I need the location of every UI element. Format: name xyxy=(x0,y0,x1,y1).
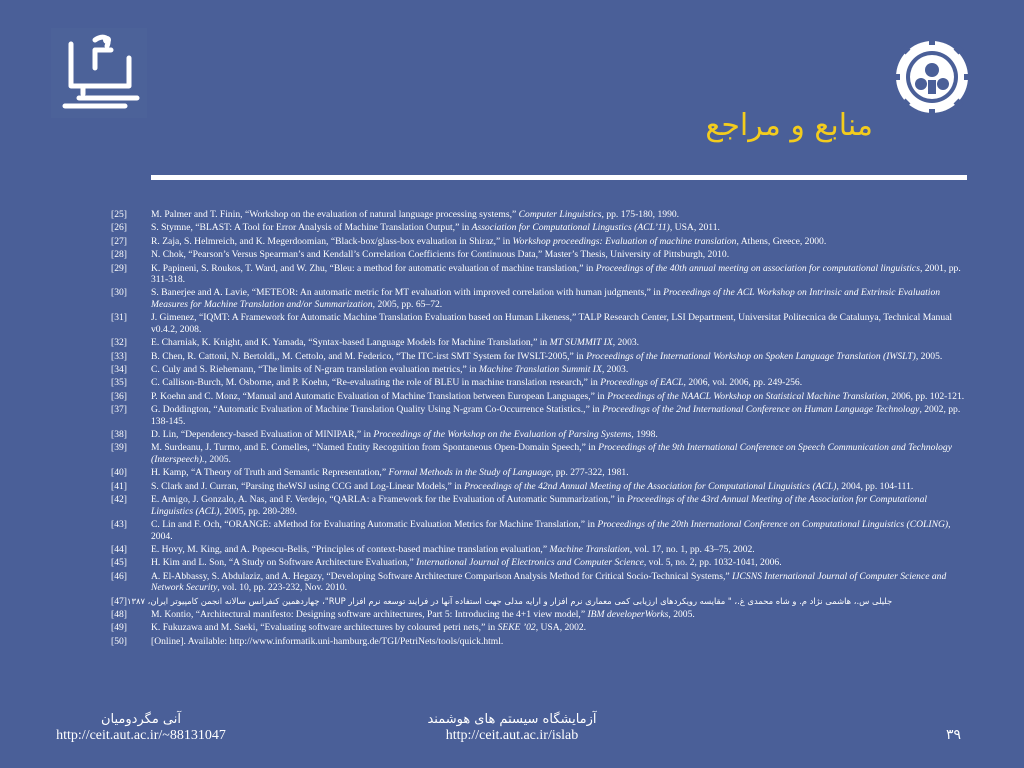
reference-text: G. Doddington, “Automatic Evaluation of Machine Translation Quality Using N-gram Co-Occurrence Statistics.,” in xyxy=(151,404,603,416)
reference-text: H. Kamp, “A Theory of Truth and Semantic Representation,” xyxy=(151,467,389,479)
reference-text: [Online]. Available: http://www.informatik.uni-hamburg.de/TGI/PetriNets/tools/quick.html. xyxy=(151,635,504,647)
reference-number: [40] xyxy=(111,467,127,479)
reference-number: [36] xyxy=(111,390,127,402)
reference-text: , 2003. xyxy=(612,337,640,349)
reference-item xyxy=(111,263,966,286)
reference-text: S. Clark and J. Curran, “Parsing theWSJ using CCG and Log-Linear Models,” in xyxy=(151,480,465,492)
reference-venue: IJCSNS International Journal of Computer Science and Network Security xyxy=(151,570,947,594)
reference-number: [42] xyxy=(111,494,127,506)
reference-item xyxy=(111,209,966,221)
reference-number: [49] xyxy=(111,622,127,634)
reference-item xyxy=(111,337,966,349)
reference-number: [26] xyxy=(111,222,127,234)
reference-text: , 2006, vol. 2006, pp. 249-256. xyxy=(683,377,803,389)
reference-item xyxy=(111,609,966,621)
reference-venue: Proceedings of the Workshop on the Evaluation of Parsing Systems xyxy=(373,429,632,441)
reference-item xyxy=(111,596,966,608)
reference-venue: IBM developerWorks xyxy=(587,608,669,620)
reference-number: [32] xyxy=(111,337,127,349)
reference-item xyxy=(111,377,966,389)
reference-text: , 2001, pp. 311-318. xyxy=(151,262,961,286)
reference-number: [25] xyxy=(111,209,127,220)
lab-url: http://ceit.aut.ac.ir/islab xyxy=(445,728,579,743)
reference-venue: Proceedings of the 40th annual meeting on association for computational linguistics xyxy=(595,262,920,274)
reference-number: [39] xyxy=(111,442,127,454)
reference-text: , 2002, pp. 138-145. xyxy=(151,404,961,427)
reference-text: , pp. 277-322, 1981. xyxy=(551,467,629,479)
reference-text: , vol. 10, pp. 223-232, Nov. 2010. xyxy=(217,582,348,594)
reference-text: , vol. 5, no. 2, pp. 1032-1041, 2006. xyxy=(643,557,782,569)
reference-list xyxy=(111,209,966,649)
reference-text: , vol. 17, no. 1, pp. 43–75, 2002. xyxy=(629,543,755,555)
reference-venue: Machine Translation Summit IX xyxy=(478,364,602,376)
reference-number: [34] xyxy=(111,364,127,376)
reference-item xyxy=(111,519,966,542)
reference-text: K. Fukuzawa and M. Saeki, “Evaluating software architectures by coloured petri nets,” in xyxy=(151,622,498,634)
reference-number: [45] xyxy=(111,557,127,569)
page-number: ۳۹ xyxy=(946,727,962,743)
reference-venue: Proceedings of the 2nd International Conference on Human Language Technology xyxy=(602,404,920,416)
reference-venue: Proceedings of the 42nd Annual Meeting of the Association for Computational Linguistics (ACL) xyxy=(464,480,837,492)
reference-text: , 2005, pp. 280-289. xyxy=(219,505,298,517)
reference-text: B. Chen, R. Cattoni, N. Bertoldi,, M. Cettolo, and M. Federico, “The ITC-irst SMT System for IWSLT-2005,” in xyxy=(151,350,587,362)
page-title: منابع و مراجع xyxy=(705,108,873,143)
reference-text: C. Lin and F. Och, “ORANGE: aMethod for Evaluating Automatic Evaluation Metrics for Machine Translation,” in xyxy=(151,519,598,531)
author-name: آنی مگردومیان xyxy=(101,712,181,727)
reference-text: جلیلی س.، هاشمی نژاد م. و شاه محمدی غ.، " مقایسه رویکردهای ارزیابی کمی معماری نرم افزار و ارایه مدلی جهت استفاده آنها در فرایند توسعه نرم افزار RUP"، چهاردهمین کنفرانس سالانه انجمن کامپیوتر ایران، ۱۳۸۷ xyxy=(127,595,893,606)
reference-number: [27] xyxy=(111,235,127,247)
reference-venue: Proceedings of the 20th International Conference on Computational Linguistics (COLING) xyxy=(597,519,949,531)
reference-text: E. Charniak, K. Knight, and K. Yamada, “Syntax-based Language Models for Machine Translation,” in xyxy=(151,337,550,349)
reference-text: , 2004. xyxy=(151,519,951,542)
reference-text: , 1998. xyxy=(631,429,658,441)
reference-text: J. Gimenez, “IQMT: A Framework for Automatic Machine Translation Evaluation based on Human Likeness,” TALP Research Center, LSI Department, Universitat Politecnica de Catalunya, Technical Manual v0.4.2, 2008. xyxy=(151,312,953,335)
reference-number: [41] xyxy=(111,480,127,492)
reference-text: K. Papineni, S. Roukos, T. Ward, and W. Zhu, “Bleu: a method for automatic evaluation of machine translation,” in xyxy=(151,262,596,274)
reference-text: D. Lin, “Dependency-based Evaluation of MINIPAR,” in xyxy=(151,429,374,441)
university-gear-emblem-icon xyxy=(890,36,974,118)
reference-item xyxy=(111,312,966,335)
computer-lab-logo-icon xyxy=(51,28,147,118)
reference-text: , 2004, pp. 104-111. xyxy=(836,480,914,492)
reference-number: [43] xyxy=(111,519,127,531)
reference-number: [30] xyxy=(111,287,127,299)
reference-text: M. Surdeanu, J. Turmo, and E. Comelles, “Named Entity Recognition from Spontaneous Open-Domain Speech,” in xyxy=(151,442,599,454)
reference-item xyxy=(111,249,966,261)
reference-text: A. El-Abbassy, S. Abdulaziz, and A. Hegazy, “Developing Software Architecture Comparison Analysis Method for Critical Socio-Technical Systems,” xyxy=(151,570,733,582)
reference-venue: Proceedings of the ACL Workshop on Intrinsic and Extrinsic Evaluation Measures for Machine Translation and/or Summarization xyxy=(151,287,941,310)
reference-text: , 2005. xyxy=(668,608,695,620)
reference-text: S. Stymne, “BLAST: A Tool for Error Analysis of Machine Translation Output,” in xyxy=(151,222,472,234)
reference-number: [46] xyxy=(111,570,127,582)
reference-text: , USA, 2002. xyxy=(535,622,587,634)
reference-venue: Proceedings of the International Workshop on Spoken Language Translation (IWSLT) xyxy=(586,350,916,362)
reference-text: , 2005. xyxy=(915,350,943,362)
reference-item xyxy=(111,391,966,403)
reference-number: [29] xyxy=(111,262,127,274)
reference-item xyxy=(111,429,966,441)
reference-venue: Proceedings of the 43rd Annual Meeting of the Association for Computational Linguistics (ACL) xyxy=(151,494,928,517)
reference-text: , 2003. xyxy=(601,364,629,376)
reference-number: [50] xyxy=(111,635,127,647)
reference-text: E. Amigo, J. Gonzalo, A. Nas, and F. Verdejo, “QARLA: a Framework for the Evaluation of Automatic Summarization,” in xyxy=(151,494,627,506)
reference-venue: International Journal of Electronics and Computer Science xyxy=(416,557,644,569)
reference-text: C. Culy and S. Riehemann, “The limits of N-gram translation evaluation metrics,” in xyxy=(151,364,479,376)
reference-text: H. Kim and L. Son, “A Study on Software Architecture Evaluation,” xyxy=(151,557,417,569)
reference-venue: Formal Methods in the Study of Language xyxy=(388,467,552,479)
title-divider xyxy=(151,175,967,180)
reference-number: [35] xyxy=(111,377,127,389)
reference-text: , Athens, Greece, 2000. xyxy=(736,235,827,247)
reference-text: R. Zaja, S. Helmreich, and K. Megerdoomian, “Black-box/glass-box evaluation in Shiraz,” in xyxy=(151,235,513,247)
reference-number: [47] xyxy=(111,595,127,607)
reference-item xyxy=(111,481,966,493)
reference-venue: Proceedings of EACL xyxy=(600,377,684,389)
reference-item xyxy=(111,467,966,479)
reference-text: , 2005, pp. 65–72. xyxy=(372,298,443,310)
reference-text: , 2006, pp. 102-121. xyxy=(886,390,965,402)
lab-footer xyxy=(402,712,622,744)
reference-venue: Association for Computational Lingustics (ACL’11) xyxy=(471,222,670,234)
reference-text: P. Koehn and C. Monz, “Manual and Automatic Evaluation of Machine Translation between European Languages,” in xyxy=(151,390,608,402)
reference-text: , 2005. xyxy=(204,453,231,465)
reference-number: [48] xyxy=(111,608,127,620)
author-url: http://ceit.aut.ac.ir/~88131047 xyxy=(56,728,226,743)
reference-number: [28] xyxy=(111,249,127,261)
reference-item xyxy=(111,222,966,234)
reference-text: M. Kontio, “Architectural manifesto: Designing software architectures, Part 5: Introducing the 4+1 view model,” xyxy=(151,608,588,620)
reference-text: S. Banerjee and A. Lavie, “METEOR: An automatic metric for MT evaluation with improved correlation with human judgments,” in xyxy=(151,287,664,299)
reference-text: C. Callison-Burch, M. Osborne, and P. Koehn, “Re-evaluating the role of BLEU in machine translation research,” in xyxy=(151,377,601,389)
reference-venue: Workshop proceedings: Evaluation of machine translation xyxy=(512,235,737,247)
reference-venue: Computer Linguistics xyxy=(518,209,602,220)
reference-item xyxy=(111,236,966,248)
reference-item xyxy=(111,636,966,648)
reference-item xyxy=(111,364,966,376)
reference-text: E. Hovy, M. King, and A. Popescu-Belis, “Principles of context-based machine translation evaluation,” xyxy=(151,543,550,555)
reference-text: , pp. 175-180, 1990. xyxy=(601,209,680,220)
reference-number: [33] xyxy=(111,350,127,362)
reference-text: N. Chok, “Pearson’s Versus Spearman’s and Kendall’s Correlation Coefficients for Continuous Data,” Master’s Thesis, University of Pittsburgh, 2010. xyxy=(151,249,730,261)
reference-item xyxy=(111,571,966,594)
reference-item xyxy=(111,404,966,427)
reference-item xyxy=(111,442,966,465)
lab-name: آزمایشگاه سیستم های هوشمند xyxy=(427,712,597,727)
reference-number: [44] xyxy=(111,543,127,555)
reference-number: [38] xyxy=(111,429,127,441)
reference-venue: Proceedings of the 9th International Conference on Speech Communication and Technology (Interspeech). xyxy=(151,442,952,465)
reference-venue: Machine Translation xyxy=(549,543,630,555)
reference-number: [31] xyxy=(111,312,127,324)
reference-item xyxy=(111,351,966,363)
author-footer xyxy=(36,712,246,744)
reference-text: , USA, 2011. xyxy=(669,222,720,234)
reference-text: M. Palmer and T. Finin, “Workshop on the evaluation of natural language processing systems,” xyxy=(151,209,519,220)
reference-item xyxy=(111,287,966,310)
reference-venue: SEKE ’02 xyxy=(497,622,536,634)
reference-venue: MT SUMMIT IX xyxy=(549,337,613,349)
reference-number: [37] xyxy=(111,404,127,416)
reference-item xyxy=(111,622,966,634)
reference-item xyxy=(111,544,966,556)
reference-item xyxy=(111,494,966,517)
reference-item xyxy=(111,557,966,569)
reference-venue: Proceedings of the NAACL Workshop on Statistical Machine Translation xyxy=(607,390,887,402)
